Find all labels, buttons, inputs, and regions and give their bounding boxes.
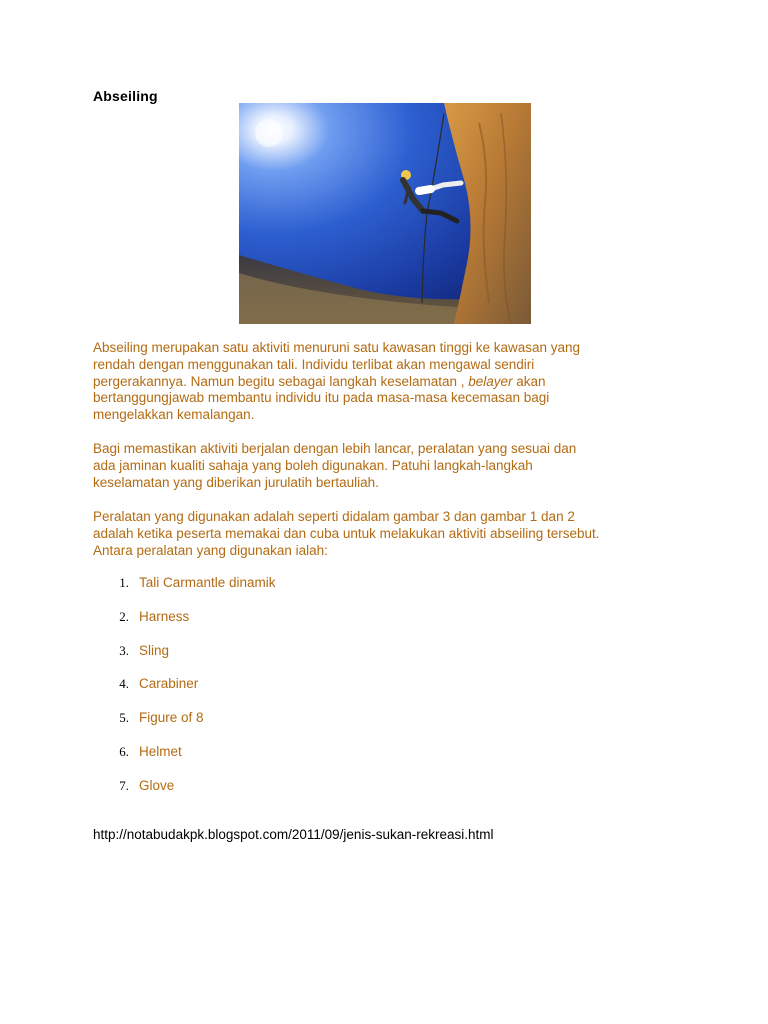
text-line: Peralatan yang digunakan adalah seperti didalam gambar 3 dan gambar 1 dan 2 (93, 509, 575, 524)
intro-paragraph (93, 340, 693, 424)
text-line: keselamatan yang diberikan jurulatih bertauliah. (93, 474, 379, 490)
list-item-label: Helmet (139, 743, 182, 759)
document-title: Abseiling (93, 88, 158, 104)
list-number: 4. (119, 676, 129, 692)
list-item-label: Sling (139, 642, 170, 658)
list-item-label: Harness (139, 608, 190, 624)
text-line: bertanggungjawab membantu individu itu pada masa-masa kecemasan bagi (93, 390, 550, 406)
list-number: 3. (119, 642, 129, 658)
safety-paragraph (93, 441, 693, 491)
text-line: Antara peralatan yang digunakan ialah: (93, 542, 328, 558)
list-number: 7. (119, 777, 129, 793)
text-line: Abseiling merupakan satu aktiviti menuruni satu kawasan tinggi ke kawasan yang (93, 340, 581, 355)
italic-term: belayer (468, 373, 513, 389)
text-line: Bagi memastikan aktiviti berjalan dengan lebih lancar, peralatan yang sesuai dan (93, 441, 577, 456)
text-line: mengelakkan kemalangan. (93, 407, 255, 423)
list-number: 5. (119, 710, 129, 726)
abseiling-photo (239, 103, 531, 324)
list-number: 2. (119, 608, 129, 624)
text-segment: pergerakannya. Namun begitu sebagai langkah keselamatan , (93, 373, 469, 389)
text-line: adalah ketika peserta memakai dan cuba untuk melakukan aktiviti abseiling tersebut. (93, 525, 600, 541)
list-item-label: Tali Carmantle dinamik (139, 575, 276, 590)
text-segment: akan (512, 373, 546, 389)
text-line (93, 374, 693, 391)
list-item-label: Carabiner (139, 676, 199, 692)
list-item-label: Glove (139, 777, 175, 793)
equipment-intro-paragraph (93, 509, 693, 559)
list-number: 1. (119, 575, 129, 590)
source-url: http://notabudakpk.blogspot.com/2011/09/jenis-sukan-rekreasi.html (93, 827, 494, 842)
text-line: rendah dengan menggunakan tali. Individu terlibat akan mengawal sendiri (93, 356, 535, 372)
list-number: 6. (119, 743, 129, 759)
text-line: ada jaminan kualiti sahaja yang boleh digunakan. Patuhi langkah-langkah (93, 457, 533, 473)
list-item-label: Figure of 8 (139, 710, 204, 726)
